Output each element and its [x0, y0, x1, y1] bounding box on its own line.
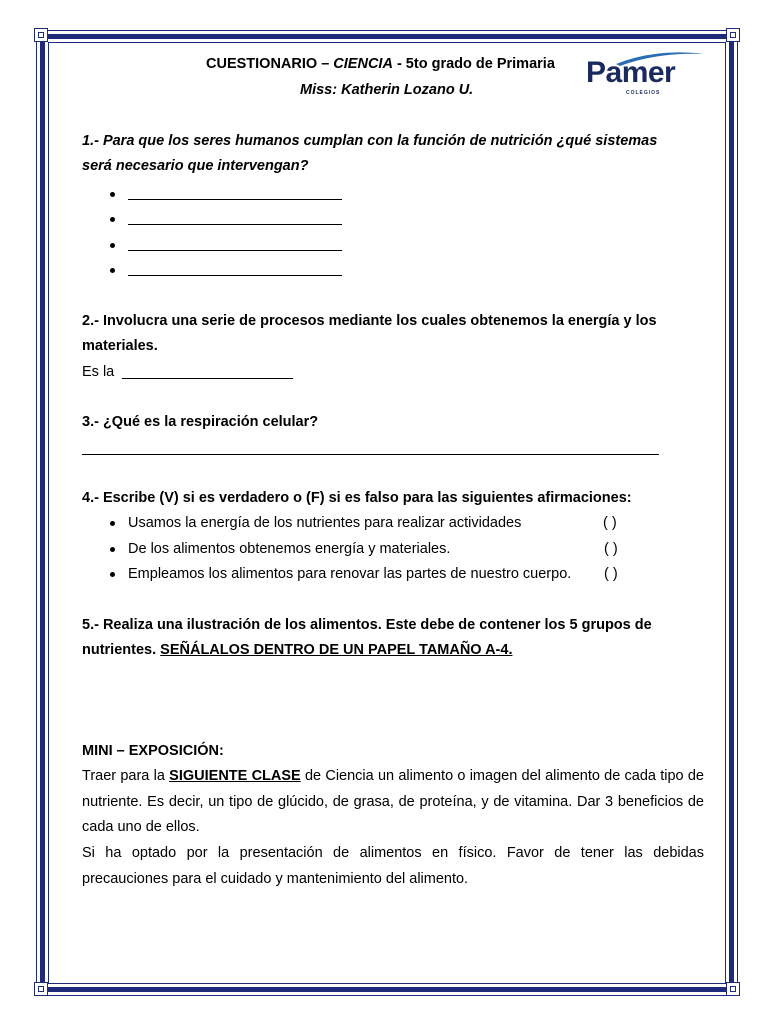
bullet-icon — [110, 192, 115, 197]
answer-blank[interactable] — [122, 378, 293, 379]
bullet-icon — [110, 243, 115, 248]
answer-blank[interactable] — [128, 224, 342, 225]
mini-exposition-paragraph-1: Traer para la SIGUIENTE CLASE de Ciencia un alimento o imagen del alimento de cada tipo de nutriente. Es decir, un tipo de glúcido, de grasa, de proteína, y de vitamina. Dar 3 beneficios de cada uno de ellos. — [82, 768, 704, 835]
question-3: 3.- ¿Qué es la respiración celular? — [82, 414, 319, 430]
answer-blank[interactable] — [82, 454, 659, 455]
border-corner-top-left — [34, 28, 48, 42]
statement-3: Empleamos los alimentos para renovar las partes de nuestro cuerpo. — [128, 566, 572, 582]
next-class-emphasis: SIGUIENTE CLASE — [169, 768, 301, 784]
answer-blank[interactable] — [128, 250, 342, 251]
bullet-icon — [110, 547, 115, 552]
question-4: 4.- Escribe (V) si es verdadero o (F) si es falso para las siguientes afirmaciones: — [82, 490, 632, 506]
answer-blank[interactable] — [128, 275, 342, 276]
border-corner-bottom-right — [726, 982, 740, 996]
mini-exposition-heading: MINI – EXPOSICIÓN: — [82, 743, 224, 759]
worksheet-title: CUESTIONARIO – CIENCIA - 5to grado de Primaria — [206, 56, 555, 72]
question-1-line-2: será necesario que intervengan? — [82, 158, 309, 174]
bullet-icon — [110, 217, 115, 222]
bullet-icon — [110, 268, 115, 273]
true-false-box-3[interactable]: ( ) — [604, 566, 618, 582]
question-2-line-1: 2.- Involucra una serie de procesos mediante los cuales obtenemos la energía y los — [82, 313, 657, 329]
logo-word: Pamer — [586, 56, 676, 89]
question-5-line-1: 5.- Realiza una ilustración de los alimentos. Este debe de contener los 5 grupos de — [82, 617, 652, 633]
bullet-icon — [110, 521, 115, 526]
answer-blank[interactable] — [128, 199, 342, 200]
question-2-answer-prefix: Es la — [82, 364, 115, 380]
pamer-logo — [586, 50, 708, 102]
logo-sub: COLEGIOS — [626, 90, 661, 96]
bullet-icon — [110, 572, 115, 577]
statement-2: De los alimentos obtenemos energía y materiales. — [128, 541, 451, 557]
question-1-line-1: 1.- Para que los seres humanos cumplan con la función de nutrición ¿qué sistemas — [82, 133, 658, 149]
question-5-line-2: nutrientes. SEÑÁLALOS DENTRO DE UN PAPEL TAMAÑO A-4. — [82, 642, 513, 658]
question-5-instruction: SEÑÁLALOS DENTRO DE UN PAPEL TAMAÑO A-4. — [160, 642, 513, 658]
teacher-name: Miss: Katherin Lozano U. — [300, 82, 474, 98]
question-2-line-2: materiales. — [82, 338, 158, 354]
true-false-box-1[interactable]: ( ) — [603, 515, 617, 531]
true-false-box-2[interactable]: ( ) — [604, 541, 618, 557]
border-corner-top-right — [726, 28, 740, 42]
statement-1: Usamos la energía de los nutrientes para realizar actividades — [128, 515, 522, 531]
border-corner-bottom-left — [34, 982, 48, 996]
mini-exposition-paragraph-2: Si ha optado por la presentación de alimentos en físico. Favor de tener las debidas precauciones para el cuidado y mantenimiento del alimento. — [82, 845, 704, 887]
